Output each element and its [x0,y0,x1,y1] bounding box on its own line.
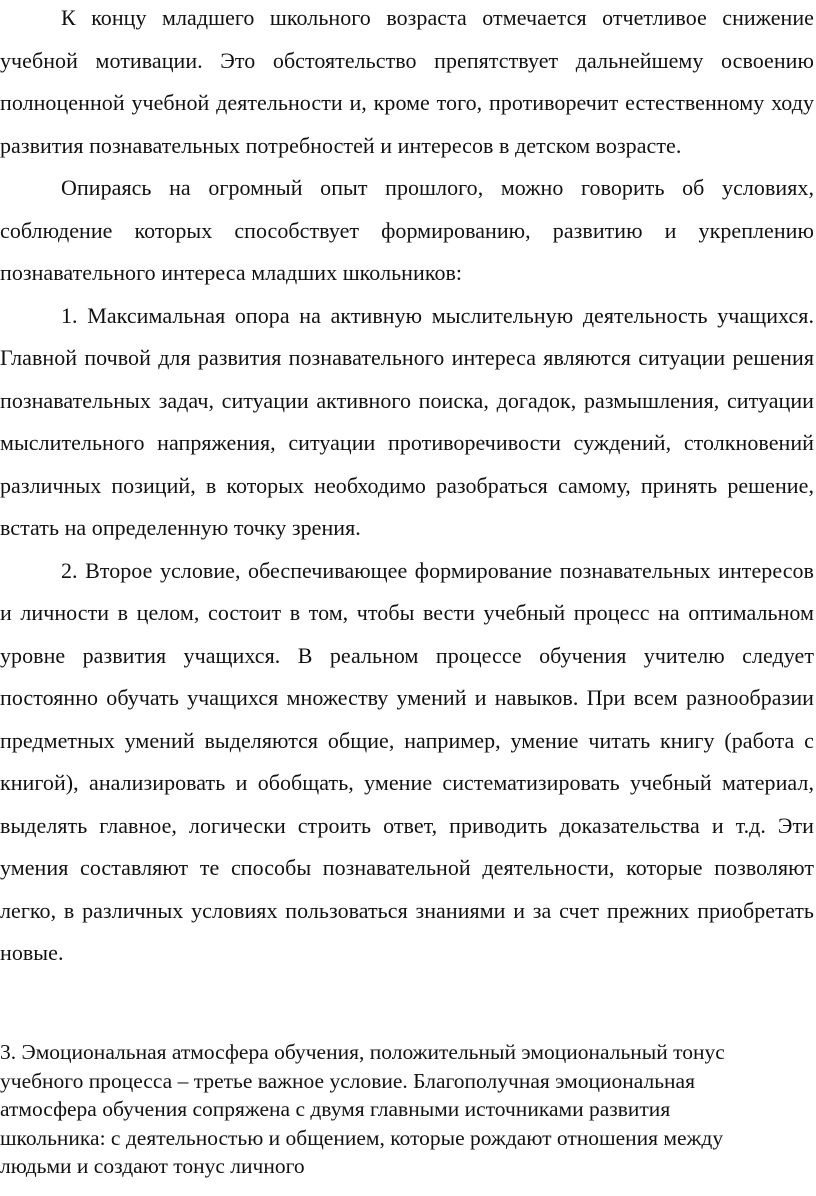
paragraph-condition-1: 1. Максимальная опора на активную мыслительную деятельность учащихся. Главной почвой для развития познавательного интереса являются ситуации решения познавательных задач, ситуации активного поиска, догадок, размышления, ситуации мыслительного напряжения, ситуации противоречивости суждений, столкновений различных позиций, в которых необходимо разобраться самому, принять решение, встать на определенную точку зрения. [0,302,814,540]
paragraph-conditions-intro: Опираясь на огромный опыт прошлого, можно говорить об условиях, соблюдение которых способствует формированию, развитию и укреплению познавательного интереса младших школьников: [0,175,814,285]
paragraph-motivation-decline: К концу младшего школьного возраста отмечается отчетливое снижение учебной мотивации. Это обстоятельство препятствует дальнейшему освоению полноценной учебной деятельности и, кроме того, противоречит естественному ходу развития познавательных потребностей и интересов в детском возрасте. [0,5,814,158]
paragraph-condition-2: 2. Второе условие, обеспечивающее формирование познавательных интересов и личности в целом, состоит в том, чтобы вести учебный процесс на оптимальном уровне развития учащихся. В реальном процессе обучения учителю следует постоянно обучать учащихся множеству умений и навыков. При всем разнообразии предметных умений выделяются общие, например, умение читать книгу (работа с книгой), анализировать и обобщать, умение систематизировать учебный материал, выделять главное, логически строить ответ, приводить доказательства и т.д. Эти умения составляют те способы познавательной деятельности, которые позволяют легко, в различных условиях пользоваться знаниями и за счет прежних приобретать новые. [0,557,814,965]
paragraph-condition-3: 3. Эмоциональная атмосфера обучения, положительный эмоциональный тонус учебного процесса – третье важное условие. Благополучная эмоциональная атмосфера обучения сопряжена с двумя главными источниками развития школьника: с деятельностью и общением, которые рождают отношения между людьми и создают тонус личного [0,1040,725,1179]
